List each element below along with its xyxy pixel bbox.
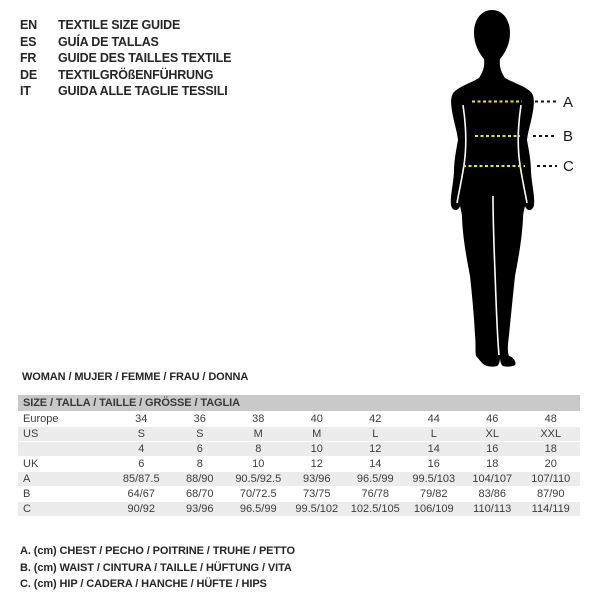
row-label: B [23, 488, 31, 500]
measurement-legend [20, 546, 295, 596]
language-code: DE [20, 67, 37, 82]
table-row [18, 412, 580, 426]
size-cell: 70/72.5 [239, 488, 277, 500]
size-cell: 93/96 [185, 503, 214, 515]
language-code: FR [20, 51, 37, 66]
size-cell: 99.5/103 [412, 473, 456, 485]
language-row [20, 34, 231, 51]
size-cell: 14 [369, 458, 382, 470]
size-cell: 12 [369, 443, 382, 455]
size-cell: 85/87.5 [122, 473, 160, 485]
size-cell: 44 [427, 413, 440, 425]
size-cell: 68/70 [185, 488, 214, 500]
language-title: GUÍA DE TALLAS [58, 34, 159, 49]
waist-marker-label: B [563, 128, 574, 145]
language-list [20, 17, 231, 100]
row-label: Europe [23, 413, 59, 425]
woman-figure-diagram [430, 0, 600, 375]
size-cell: XL [485, 428, 499, 440]
size-table [18, 395, 580, 516]
size-table-header: SIZE / TALLA / TAILLE / GRÖSSE / TAGLIA [18, 395, 580, 411]
size-cell: 90/92 [127, 503, 156, 515]
size-cell: 36 [193, 413, 206, 425]
table-row [18, 442, 580, 456]
size-cell: 10 [252, 458, 265, 470]
size-cell: 16 [486, 443, 499, 455]
row-label: UK [23, 458, 39, 470]
size-cell: 42 [369, 413, 382, 425]
size-cell: 8 [196, 458, 203, 470]
language-row [20, 17, 231, 34]
size-table-body [18, 412, 580, 516]
size-cell: 104/107 [472, 473, 513, 485]
table-row [18, 427, 580, 441]
size-cell: 87/90 [536, 488, 565, 500]
language-title: GUIDA ALLE TAGLIE TESSILI [58, 84, 228, 99]
size-cell: 8 [255, 443, 262, 455]
size-cell: 83/86 [478, 488, 507, 500]
language-row [20, 50, 231, 67]
language-row [20, 83, 231, 100]
size-cell: 18 [486, 458, 499, 470]
size-cell: 48 [544, 413, 557, 425]
row-label [18, 442, 112, 456]
legend-waist: B. (cm) WAIST / CINTURA / TAILLE / HÜFTUNG / VITA [20, 561, 292, 574]
size-cell: 16 [427, 458, 440, 470]
size-cell: 46 [486, 413, 499, 425]
language-title: TEXTILGRÖßENFÜHRUNG [58, 67, 214, 82]
row-label: A [23, 473, 31, 485]
size-cell: S [137, 428, 145, 440]
size-cell: M [312, 428, 322, 440]
size-cell: 110/113 [473, 503, 512, 515]
legend-hip: C. (cm) HIP / CADERA / HANCHE / HÜFTE / HIPS [20, 578, 267, 590]
language-row [20, 67, 231, 84]
language-title: TEXTILE SIZE GUIDE [58, 18, 181, 32]
size-cell: 79/82 [419, 488, 448, 500]
language-code: IT [20, 84, 31, 99]
size-cell: 64/67 [127, 488, 156, 500]
size-cell: 88/90 [185, 473, 214, 485]
size-cell: 40 [310, 413, 323, 425]
size-cell: 96.5/99 [239, 503, 277, 515]
woman-silhouette [451, 10, 534, 367]
language-title: GUIDE DES TAILLES TEXTILE [58, 51, 232, 66]
language-code: ES [20, 34, 37, 49]
row-label: US [23, 428, 39, 440]
row-label: C [23, 503, 31, 515]
size-cell: 76/78 [361, 488, 390, 500]
size-cell: 12 [310, 458, 323, 470]
legend-chest: A. (cm) CHEST / PECHO / POITRINE / TRUHE / PETTO [20, 545, 295, 557]
size-cell: 14 [427, 443, 440, 455]
table-row [18, 502, 580, 516]
size-cell: 34 [135, 413, 148, 425]
language-code: EN [20, 18, 37, 32]
size-cell: 106/109 [413, 503, 454, 515]
size-cell: S [196, 428, 204, 440]
size-cell: 4 [138, 443, 145, 455]
size-cell: 99.5/102 [295, 503, 339, 515]
size-cell: M [253, 428, 263, 440]
size-cell: 114/119 [531, 503, 570, 515]
size-cell: 10 [310, 443, 323, 455]
size-cell: 38 [252, 413, 265, 425]
size-cell: 6 [196, 443, 203, 455]
size-cell: 93/96 [302, 473, 331, 485]
size-cell: 20 [544, 458, 557, 470]
table-row [18, 457, 580, 471]
size-cell: 18 [544, 443, 557, 455]
size-cell: XXL [540, 428, 562, 440]
size-cell: L [430, 428, 437, 440]
table-row [18, 472, 580, 486]
table-row [18, 487, 580, 501]
size-cell: 96.5/99 [356, 473, 394, 485]
size-cell: 102.5/105 [350, 503, 400, 515]
chest-marker-label: A [563, 94, 574, 111]
section-title-woman: WOMAN / MUJER / FEMME / FRAU / DONNA [22, 371, 249, 383]
size-cell: 73/75 [302, 488, 331, 500]
size-cell: 107/110 [531, 473, 571, 485]
size-cell: 6 [138, 458, 145, 470]
size-cell: L [372, 428, 379, 440]
size-cell: 90.5/92.5 [235, 473, 282, 485]
hip-marker-label: C [563, 158, 574, 175]
